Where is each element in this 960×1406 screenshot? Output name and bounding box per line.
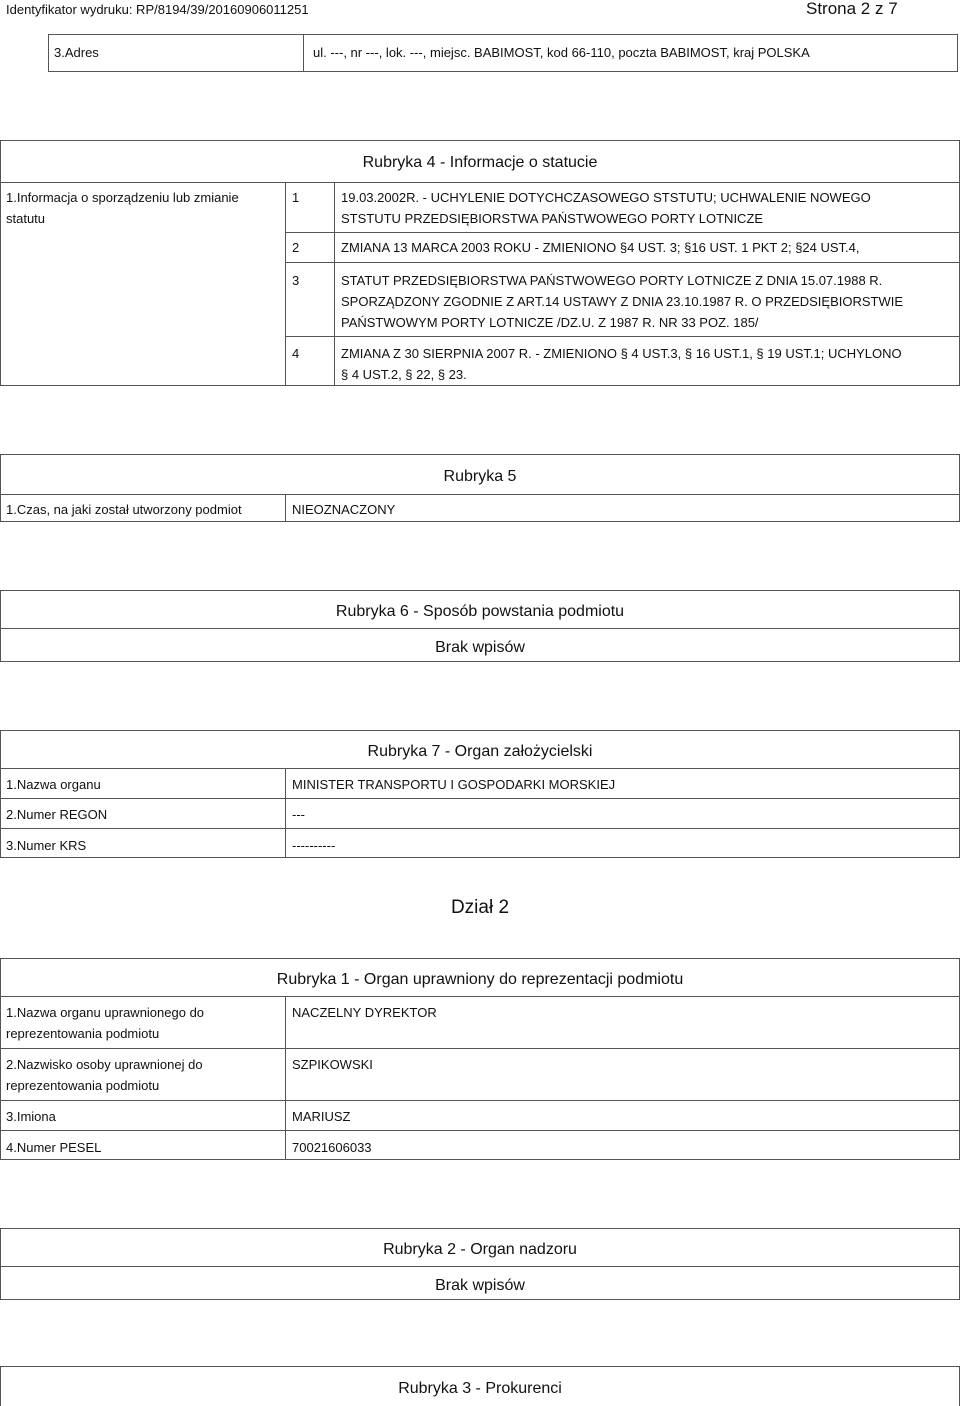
row-value: MINISTER TRANSPORTU I GOSPODARKI MORSKIEJ [292, 777, 616, 792]
entry-number: 2 [292, 240, 300, 255]
row-label: 3.Numer KRS [6, 838, 87, 853]
row-label: 1.Nazwa organu uprawnionego do [6, 1005, 205, 1020]
row-label-cont: reprezentowania podmiotu [6, 1078, 160, 1093]
d2-rubryka-3-title: Rubryka 3 - Prokurenci [398, 1380, 562, 1397]
row-label: 3.Imiona [6, 1109, 56, 1124]
entry-text: ZMIANA 13 MARCA 2003 ROKU - ZMIENIONO §4 UST. 3; §16 UST. 1 PKT 2; §24 UST.4, [341, 240, 860, 255]
row-label: 4.Numer PESEL [6, 1140, 102, 1155]
row-value: ---------- [292, 838, 336, 853]
rubryka-6-empty: Brak wpisów [435, 639, 525, 656]
row-value: --- [292, 807, 305, 822]
row-value: MARIUSZ [292, 1109, 351, 1124]
d2-rubryka-1-title: Rubryka 1 - Organ uprawniony do reprezentacji podmiotu [276, 971, 684, 988]
d2-rubryka-2-title: Rubryka 2 - Organ nadzoru [383, 1241, 577, 1258]
row-label: 2.Nazwisko osoby uprawnionej do [6, 1057, 203, 1072]
rubryka-5-label: 1.Czas, na jaki został utworzony podmiot [6, 502, 242, 517]
row-label: 1.Nazwa organu [6, 777, 101, 792]
rubryka-4-label-cont: statutu [6, 211, 46, 226]
page-number: Strona 2 z 7 [806, 0, 898, 18]
rubryka-4-title: Rubryka 4 - Informacje o statucie [362, 154, 598, 171]
entry-number: 4 [292, 346, 300, 361]
entry-text: 19.03.2002R. - UCHYLENIE DOTYCHCZASOWEGO STSTUTU; UCHWALENIE NOWEGO [341, 190, 871, 205]
entry-text: STATUT PRZEDSIĘBIORSTWA PAŃSTWOWEGO PORTY LOTNICZE Z DNIA 15.07.1988 R. [341, 273, 883, 288]
print-identifier: Identyfikator wydruku: RP/8194/39/20160906011251 [6, 2, 309, 17]
address-value: ul. ---, nr ---, lok. ---, miejsc. BABIMOST, kod 66-110, poczta BABIMOST, kraj POLSKA [313, 45, 810, 60]
row-value: SZPIKOWSKI [292, 1057, 373, 1072]
d2-rubryka-2-empty: Brak wpisów [435, 1277, 525, 1294]
entry-number: 1 [292, 190, 300, 205]
section-title: Dział 2 [450, 897, 510, 918]
row-value: 70021606033 [292, 1140, 372, 1155]
entry-text: PAŃSTWOWYM PORTY LOTNICZE /DZ.U. Z 1987 R. NR 33 POZ. 185/ [341, 315, 759, 330]
row-label-cont: reprezentowania podmiotu [6, 1026, 160, 1041]
entry-text: SPORZĄDZONY ZGODNIE Z ART.14 USTAWY Z DNIA 23.10.1987 R. O PRZEDSIĘBIORSTWIE [341, 294, 904, 309]
rubryka-4-label: 1.Informacja o sporządzeniu lub zmianie [6, 190, 239, 205]
entry-number: 3 [292, 273, 300, 288]
row-label: 2.Numer REGON [6, 807, 108, 822]
rubryka-6-title: Rubryka 6 - Sposób powstania podmiotu [335, 603, 625, 620]
entry-text: ZMIANA Z 30 SIERPNIA 2007 R. - ZMIENIONO § 4 UST.3, § 16 UST.1, § 19 UST.1; UCHYLONO [341, 346, 902, 361]
entry-text: STSTUTU PRZEDSIĘBIORSTWA PAŃSTWOWEGO PORTY LOTNICZE [341, 211, 764, 226]
rubryka-5-value: NIEOZNACZONY [292, 502, 396, 517]
rubryka-5-title: Rubryka 5 [443, 468, 517, 485]
rubryka-7-title: Rubryka 7 - Organ założycielski [367, 743, 593, 760]
row-value: NACZELNY DYREKTOR [292, 1005, 437, 1020]
address-label: 3.Adres [54, 45, 99, 60]
entry-text: § 4 UST.2, § 22, § 23. [341, 367, 467, 382]
